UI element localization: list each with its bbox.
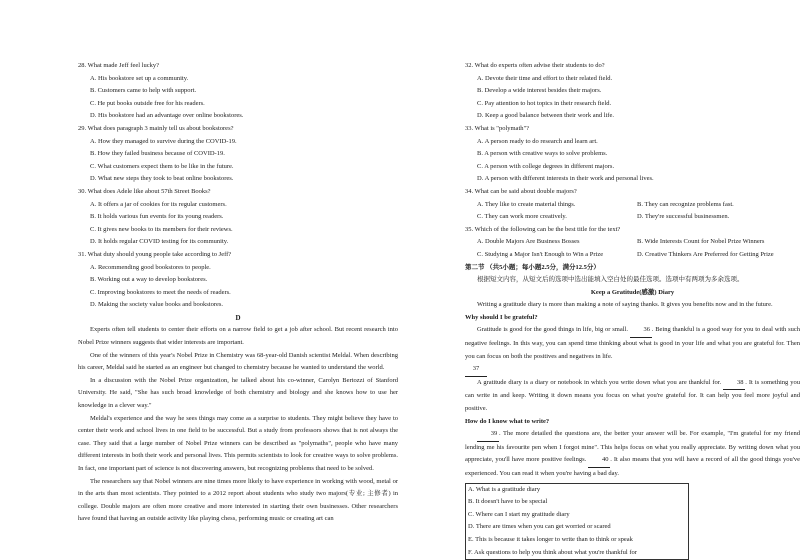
option: C. It gives new books to its members for their reviews. [90,225,233,233]
option: A. Recommending good bookstores to people. [90,263,211,271]
option: A. They like to create material things. [477,200,576,208]
option: C. A person with college degrees in different majors. [477,162,615,170]
paragraph: Experts often tell students to center their efforts on a narrow field to get a job after school. But recent research into Nobel Prize winners suggests that wider interests are important. [78,326,398,347]
paragraph [465,377,800,416]
subheading: How do I know what to write? [465,417,550,425]
option: D. Making the society value books and bookstores. [90,301,224,309]
option: D. Creative Thinkers Are Preferred for Getting Prize [637,250,774,258]
option: C. They can work more creatively. [477,213,567,221]
option: B. Develop a wide interest besides their majors. [477,87,602,95]
blank-36[interactable]: 36 [630,324,652,338]
paragraph-text: Gratitude is good for the good things in life, big or small. [477,326,628,334]
blank-37-line [465,363,800,377]
section-letter: D [235,313,241,322]
paragraph [465,324,800,363]
option: B. It holds various fun events for its young readers. [90,213,224,221]
question-33 [465,123,800,186]
option: B. Working out a way to develop bookstores. [90,276,208,284]
box-option: E. This is because it takes longer to write than to think or speak [468,535,633,543]
paragraph-text: . The more detailed the questions are, the better your answer will be. For example, "I'm grateful for my friend lending me his favourite pen when I forgot mine". This helps focus on what you really appreciate. By writing down what you appreciate, you'll have more positive feelings. [465,430,800,464]
option: C. Improving bookstores to meet the needs of readers. [90,288,231,296]
option: D. They're successful businessmen. [637,213,730,221]
option: B. A person with creative ways to solve problems. [477,150,608,158]
paragraph: One of the winners of this year's Nobel Prize in Chemistry was 68-year-old Danish scientist Meldal. When describing his career, Meldal said he started as an engineer but changed to chemistry because he wanted to understand the world. [78,351,398,372]
option: D. It holds regular COVID testing for its community. [90,238,229,246]
question-29 [78,123,398,186]
option: C. Pay attention to hot topics in their research field. [477,99,612,107]
paragraph: In a discussion with the Nobel Prize organization, he talked about his co-winner, Carolyn Bertozzi of Stanford University. He said, "She has such broad knowledge of both chemistry and biology and she knows how to use her knowledge in a clever way." [78,376,398,410]
option: A. Devote their time and effort to their related field. [477,74,613,82]
left-column [78,60,398,526]
paragraph [465,428,800,480]
subheading: Why should I be grateful? [465,313,538,321]
option: C. Studying a Major Isn't Enough to Win a Prize [477,250,604,258]
blank-38[interactable]: 38 [723,377,745,391]
question-32 [465,60,800,123]
question-stem: 32. What do experts often advise their students to do? [465,62,605,69]
paragraph-text: A gratitude diary is a diary or notebook in which you write down what you are thankful for. [477,378,722,386]
part-instruction: 根据短文内容，从短文后的选项中选出能填入空白处的最佳选项。选项中有两项为多余选项。 [477,276,744,284]
box-option: B. It doesn't have to be special [468,498,548,506]
question-stem: 28. What made Jeff feel lucky? [78,62,159,69]
paragraph-text: . Being thankful is a good way for you to deal with such negative feelings. In this way, you can spend time thinking about what is good in your life and what you are grateful for. Then you can focus on both the positives and negatives in life. [465,326,800,360]
option: A. His bookstore set up a community. [90,74,189,82]
question-31 [78,249,398,312]
paragraph-text: . It is something you can write in and keep. Writing it down means you focus on what you're grateful for. It can help you feel more joyful and positive. [465,378,801,413]
question-stem: 34. What can be said about double majors? [465,187,577,195]
box-option: F. Ask questions to help you think about what you're thankful for [468,548,637,556]
right-column [465,60,800,560]
option: A. How they managed to survive during the COVID-19. [90,137,237,145]
intro-paragraph: Writing a gratitude diary is more than making a note of saying thanks. It gives you benefits now and in the future. [477,301,773,309]
question-stem: 30. What does Adele like about 57th Street Books? [78,187,211,195]
option: C. He put books outside free for his readers. [90,99,205,107]
question-stem: 33. What is "polymath"? [465,124,530,132]
option: B. Customers came to help with support. [90,87,197,95]
option: D. What new steps they took to beat online bookstores. [90,175,234,183]
question-stem: 29. What does paragraph 3 mainly tell us about bookstores? [78,124,234,132]
option: C. What customers expect them to be like in the future. [90,162,234,170]
question-stem: 31. What duty should young people take according to Jeff? [78,250,232,258]
paragraph: Meldal's experience and the way he sees things may come as a surprise to students. They might believe they have to center their work and school lives in one field to be successful. But a study from professors shows that is not always the case. They said that a large number of Nobel Prize winners can be described as "polymaths", people who have many different interests in both their work and personal lives. This permits scientists to look for creative ways to solve problems. In fact, one important part of science is not discovering answers, but recognizing problems that need to be solved. [78,414,398,472]
box-option: C. Where can I start my gratitude diary [468,510,570,518]
paragraph-text: . It also means that you will have a record of all the good things you've experienced. You can read it when you're having a bad day. [465,456,800,477]
option: B. How they failed business because of COVID-19. [90,150,225,158]
option: A. A person ready to do research and learn art. [477,137,598,145]
part-heading: 第二节 （共5小题；每小题2.5分，满分12.5分） [465,263,600,271]
question-35 [465,224,800,262]
box-option: A. What is a gratitude diary [468,485,541,493]
question-34 [465,186,800,224]
options-box [465,483,689,560]
options-grid [465,236,800,261]
option: D. His bookstore had an advantage over online bookstores. [90,112,244,120]
blank-40[interactable]: 40 [588,454,610,468]
option: B. Wide Interests Count for Nobel Prize Winners [637,238,765,246]
question-stem: 35. Which of the following can be the best title for the text? [465,225,621,233]
option: D. Keep a good balance between their work and life. [477,112,614,120]
option: A. Double Majors Are Business Bosses [477,238,580,246]
blank-39[interactable]: 39 [477,428,499,442]
paragraph: The researchers say that Nobel winners are nine times more likely to have experience in working with wood, metal or in the arts than most scientists. They pointed to a 2012 report about students who study two majors(专业; 主修者) in college. Double majors are often more creative and more interested in starting their own businesses. Other researchers have found that having an outside activity like playing chess, performing music or creating art can [78,477,398,523]
passage-title: Keep a Gratitude(感激) Diary [590,288,675,296]
options-grid [465,199,800,224]
question-30 [78,186,398,249]
question-28 [78,60,398,123]
box-option: D. There are times when you can get worried or scared [468,523,611,531]
option: B. They can recognize problems fast. [637,200,734,208]
blank-37[interactable]: 37 [465,363,487,377]
option: A. It offers a jar of cookies for its regular customers. [90,200,227,208]
option: D. A person with different interests in their work and personal lives. [477,175,654,183]
